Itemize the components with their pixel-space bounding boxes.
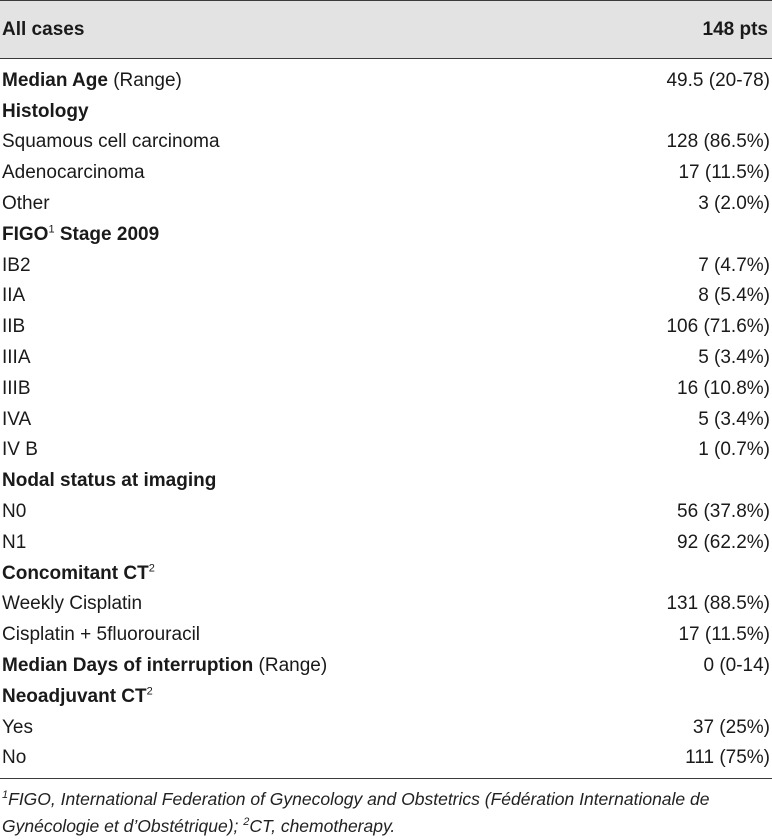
row-label xyxy=(2,163,145,182)
row-label xyxy=(2,502,26,521)
footnote-sup-1: 1 xyxy=(2,789,9,802)
row-label xyxy=(2,286,25,305)
row-value: 16 (10.8%) xyxy=(677,377,770,399)
row-label-text: Yes xyxy=(2,716,33,738)
row-label xyxy=(2,379,31,398)
row-label-bold: FIGO xyxy=(2,223,49,245)
row-label-text: No xyxy=(2,747,27,769)
row-label-text: Other xyxy=(2,193,50,215)
table-row xyxy=(0,65,772,96)
row-value: 131 (88.5%) xyxy=(666,593,770,615)
table-row xyxy=(0,281,772,312)
table-row xyxy=(0,527,772,558)
row-label-text: (Range) xyxy=(253,655,328,677)
header-left: All cases xyxy=(2,18,85,40)
row-value: 1 (0.7%) xyxy=(698,439,770,461)
footnote xyxy=(0,779,772,840)
row-label-text: N0 xyxy=(2,501,27,523)
row-label xyxy=(2,625,200,644)
row-value: 7 (4.7%) xyxy=(698,254,770,276)
table-row xyxy=(0,311,772,342)
row-label-text: IV B xyxy=(2,439,38,461)
row-label xyxy=(2,748,26,767)
table-row xyxy=(0,589,772,620)
table-row xyxy=(0,219,772,250)
row-value: 5 (3.4%) xyxy=(698,408,770,430)
table-row xyxy=(0,373,772,404)
row-value: 128 (86.5%) xyxy=(666,131,770,153)
row-label-superscript: 1 xyxy=(48,223,55,236)
row-value: 111 (75%) xyxy=(685,747,770,769)
row-label-text: IIIB xyxy=(2,377,31,399)
table-row xyxy=(0,127,772,158)
table-row xyxy=(0,404,772,435)
row-label-text: (Range) xyxy=(107,69,182,91)
table-body xyxy=(0,59,772,773)
row-label-text: N1 xyxy=(2,531,27,553)
row-label xyxy=(2,194,50,213)
footnote-text-2: CT, chemotherapy. xyxy=(249,816,396,837)
row-label-text: Squamous cell carcinoma xyxy=(2,131,220,153)
row-label xyxy=(2,132,220,151)
table-row xyxy=(0,496,772,527)
row-label-text: IVA xyxy=(2,408,32,430)
table-row xyxy=(0,465,772,496)
row-label-bold: Median Days of interruption xyxy=(2,655,254,677)
row-value: 5 (3.4%) xyxy=(698,347,770,369)
row-value: 92 (62.2%) xyxy=(677,531,770,553)
row-label-superscript: 2 xyxy=(148,562,155,575)
row-label-text: Cisplatin + 5fluorouracil xyxy=(2,624,201,646)
row-label-bold: Concomitant CT xyxy=(2,562,149,584)
row-label xyxy=(2,594,142,613)
footnote-sup-2: 2 xyxy=(243,816,250,829)
row-label xyxy=(2,71,182,90)
row-label xyxy=(2,687,153,706)
row-value: 49.5 (20-78) xyxy=(666,69,770,91)
row-label xyxy=(2,471,216,490)
row-label xyxy=(2,410,31,429)
row-label xyxy=(2,102,89,121)
row-label xyxy=(2,348,31,367)
table-row xyxy=(0,743,772,774)
row-label xyxy=(2,317,25,336)
row-label xyxy=(2,225,159,244)
table-row xyxy=(0,681,772,712)
footnote-text-1: FIGO, International Federation of Gynecology and Obstetrics (Fédération Internationale de Gynécologie et d’Obstétrique); xyxy=(2,789,710,837)
table-row xyxy=(0,712,772,743)
table-row xyxy=(0,650,772,681)
row-label xyxy=(2,256,31,275)
row-label-text: Adenocarcinoma xyxy=(2,162,145,184)
row-label-bold: Histology xyxy=(2,100,89,122)
row-label xyxy=(2,656,327,675)
table-row xyxy=(0,558,772,589)
row-label xyxy=(2,533,26,552)
row-value: 0 (0-14) xyxy=(703,655,770,677)
row-value: 17 (11.5%) xyxy=(678,162,770,184)
row-value: 106 (71.6%) xyxy=(666,316,770,338)
row-label-bold: Median Age xyxy=(2,69,108,91)
table-row xyxy=(0,157,772,188)
row-label-superscript: 2 xyxy=(146,685,153,698)
row-label-text: IIIA xyxy=(2,347,31,369)
table-row xyxy=(0,619,772,650)
table-row xyxy=(0,250,772,281)
row-label xyxy=(2,440,38,459)
row-label-bold-suffix: Stage 2009 xyxy=(54,223,160,245)
row-value: 37 (25%) xyxy=(692,716,770,738)
row-label-text: Weekly Cisplatin xyxy=(2,593,143,615)
row-label-bold: Nodal status at imaging xyxy=(2,470,217,492)
row-label-text: IIB xyxy=(2,316,26,338)
row-label-text: IIA xyxy=(2,285,26,307)
row-label xyxy=(2,718,33,737)
row-value: 8 (5.4%) xyxy=(698,285,770,307)
row-label-text: IB2 xyxy=(2,254,31,276)
row-label xyxy=(2,564,155,583)
table-header xyxy=(0,1,772,59)
table-row xyxy=(0,96,772,127)
row-value: 3 (2.0%) xyxy=(698,193,770,215)
table-row xyxy=(0,435,772,466)
row-label-bold: Neoadjuvant CT xyxy=(2,685,147,707)
row-value: 17 (11.5%) xyxy=(678,624,770,646)
row-value: 56 (37.8%) xyxy=(677,501,770,523)
header-right: 148 pts xyxy=(702,18,768,40)
table-row xyxy=(0,188,772,219)
table-row xyxy=(0,342,772,373)
